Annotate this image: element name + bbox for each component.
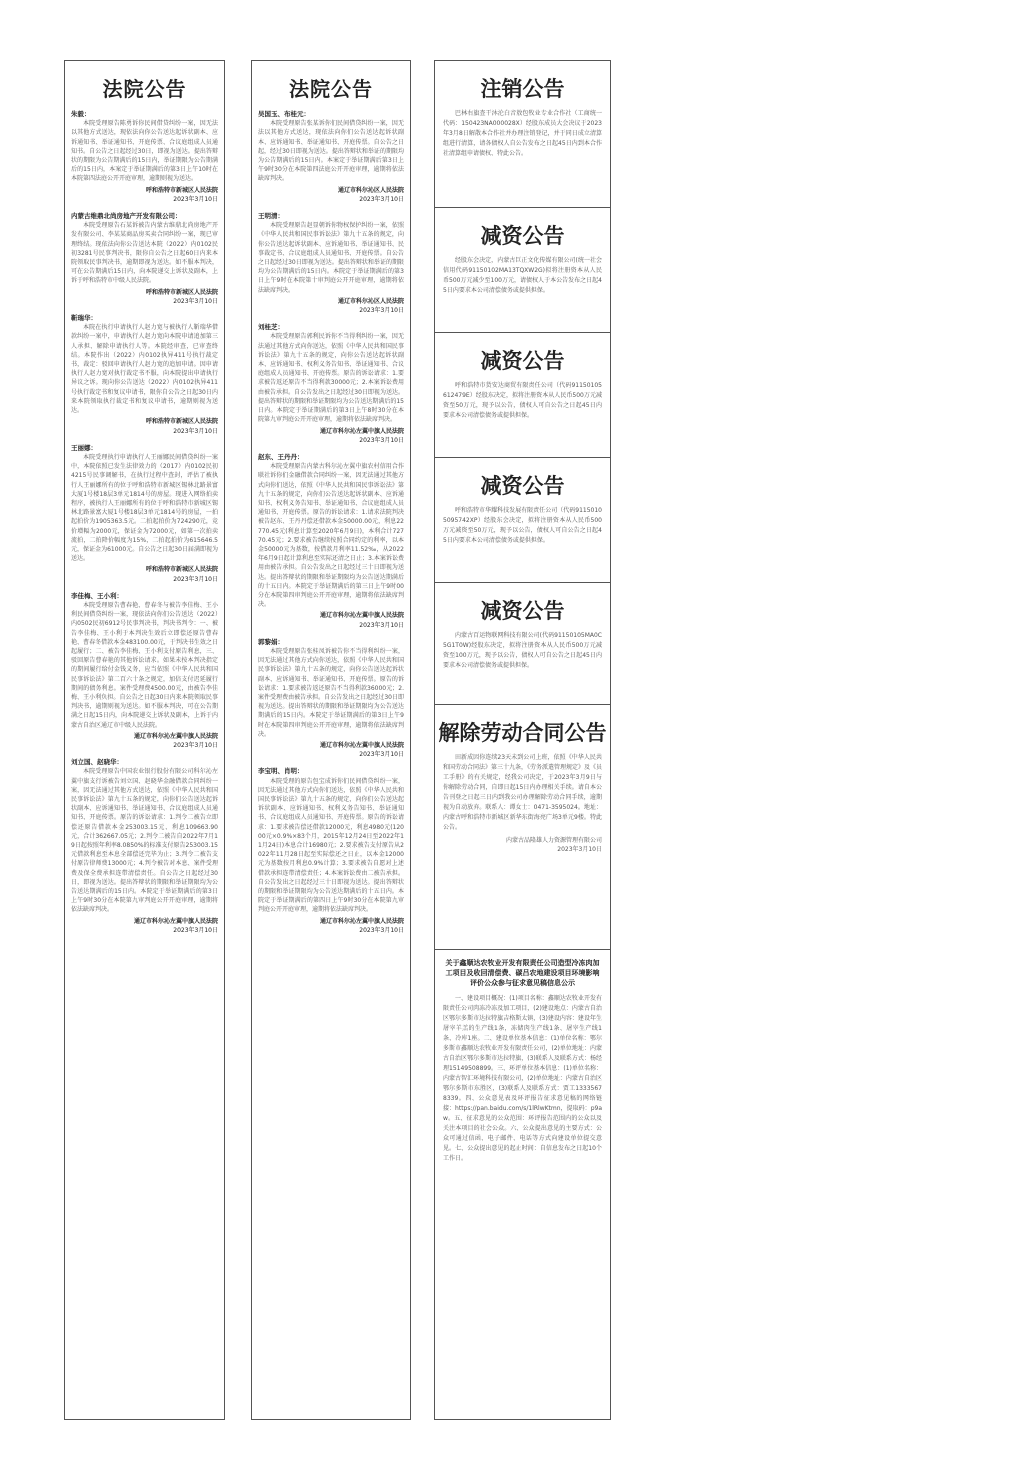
notice-addressee: 朱毅： xyxy=(71,110,91,118)
section-title: 减资公告 xyxy=(480,223,565,248)
notice-date: 2023年3月10日 xyxy=(173,926,218,934)
notice-court: 呼和浩特市新城区人民法院 xyxy=(145,186,218,194)
section-body: 呼和浩特市华耀科技发展有限责任公司（代码91150105095742XP）经股东会决定，拟将注册资本从人民币500万元减资至50万元，现予以公告，债权人可自公告之日起45日内要求本公司清偿债务或提供担保。 xyxy=(443,507,602,544)
capital-reduction-notice xyxy=(435,458,610,583)
notice-body: 本院受理原告赵显朝诉你物权保护纠纷一案，依照《中华人民共和国民事诉讼法》第九十五条的规定，向你公告送达起诉状副本、应诉通知书、举证通知书、民事裁定书、合议庭组成人员通知书、开庭传票。自公告之日起经过30日即视为送达。提出答辩状和举证的期限均为公告期满后的15日内。本院定于举证期满后的第3日上午9时在本院第十审判庭公开开庭审理，逾期将依法缺席判决。 xyxy=(258,222,404,294)
court-notice xyxy=(65,212,224,312)
notice-addressee: 李佳梅、王小利： xyxy=(71,591,123,600)
court-notice xyxy=(65,758,224,941)
court-notice xyxy=(252,638,410,766)
notice-body: 本院受理原告中国农业银行股份有限公司科尔沁左翼中旗支行诉被告刘立国、赵晓华金融借款合同纠纷一案，因无法通过其他方式送达，依照《中华人民共和国民事诉讼法》第九十五条的规定，向你们公告送达起诉状副本、应诉通知书、举证通知书、合议庭组成人员通知书、开庭传票。原告的诉讼请求：1.判令二被告立即偿还原告借款本金253003.15元、利息109663.90元，合计362667.05元；2.判令二被告自2022年7月19日起按照年利率8.0850%的标准支付原告253003.15元借款利息至本息全部偿还完毕为止；3.判令二被告支付原告律师费13000元；4.判令被告对本息、案件受理费及保全费承担连带清偿责任。自公告之日起经过30日，即视为送达。提出答辩状的期限和举证期限均为公告送达期满后的15日内。本院定于举证期满后的第3日上午9时30分在本院第九审判庭公开开庭审理，逾期将依法缺席判决。 xyxy=(71,768,218,914)
notice-date: 2023年3月10日 xyxy=(173,195,218,203)
court-notice xyxy=(252,110,410,210)
section-title: 解除劳动合同公告 xyxy=(438,720,607,745)
notice-addressee: 吴国玉、布桂元： xyxy=(258,110,310,118)
notice-court: 呼和浩特市新城区人民法院 xyxy=(145,566,218,574)
column-court-notices-middle xyxy=(251,60,411,1420)
notice-addressee: 刘桂芝： xyxy=(258,323,284,332)
notice-court: 通辽市科尔沁左翼中旗人民法院 xyxy=(319,742,404,749)
notice-addressee: 王明清： xyxy=(258,212,284,221)
notice-body: 本院受理原告石某诉被告内蒙古维鼎北尚房地产开发有限公司、李某某商品房买卖合同纠纷一案，现已审理终结。现依法向你公告送达本院（2022）内0102民初3281号民事判决书，限你自公告之日起60日内来本院领取民事判决书，逾期即视为送达。如不服本判决，可在公告期满后15日内，向本院递交上诉状及副本，上诉于呼和浩特市中级人民法院。 xyxy=(71,222,218,285)
notice-court: 呼和浩特市新城区人民法院 xyxy=(145,288,218,296)
section-body: 内蒙古百运物联网科技有限公司(代码91150105MA0C5G1T0W)经股东决定，拟将注册资本从人民币500万元减资至100万元，现予以公告，债权人可自公告之日起45日内要求本公司清偿债务或提供担保。 xyxy=(443,632,602,669)
notice-date: 2023年3月10日 xyxy=(359,307,404,315)
column-title: 法院公告 xyxy=(289,77,373,101)
section-company: 内蒙古品隆雄人力资源管理有限公司 xyxy=(505,837,602,844)
court-notice xyxy=(65,314,224,442)
notice-addressee: 李宝明、肖明： xyxy=(258,767,304,776)
court-notice xyxy=(252,453,410,636)
notice-date: 2023年3月10日 xyxy=(359,926,404,934)
section-date: 2023年3月10日 xyxy=(557,846,602,853)
notice-addressee: 王丽娜： xyxy=(71,443,97,452)
court-notice xyxy=(65,110,224,210)
notice-court: 通辽市科尔沁区人民法院 xyxy=(337,186,404,194)
notice-court: 通辽市科尔沁左翼中旗人民法院 xyxy=(319,917,404,925)
notice-date: 2023年3月10日 xyxy=(359,751,404,759)
capital-reduction-notice xyxy=(435,208,610,333)
notice-court: 通辽市科尔沁左翼中旗人民法院 xyxy=(133,732,218,740)
section-title: 减资公告 xyxy=(480,598,565,623)
notice-addressee: 刘立国、赵晓华： xyxy=(71,758,123,767)
notice-body: 本院受理原告曹春艳、曹春冬与被告李佳梅、王小利民间借贷纠纷一案，现依法向你们公告送达（2022）内0502民初6912号民事判决书，判决书判令：一、被告李佳梅、王小利于本判决生效后立即偿还原告曹春艳、曹春冬借款本金483100.00元，于判决书生效之日起履行；二、被告李佳梅、王小利支付原告利息，三、驳回原告曹春艳的其他诉讼请求。如果未按本判决指定的期间履行给付金钱义务，应当依照《中华人民共和国民事诉讼法》第二百六十条之规定，加倍支付迟延履行期间的债务利息。案件受理费4500.00元，由被告李佳梅、王小利负担。自公告之日起30日内来本院领取民事判决书，逾期则视为送达。如不服本判决，可在公告期满之日起15日内，向本院递交上诉状及副本，上诉于内蒙古自治区通辽市中级人民法院。 xyxy=(71,601,218,729)
court-notice xyxy=(252,767,410,941)
notice-addressee: 郭黎娟： xyxy=(258,637,284,646)
section-body: 巴林右旗查干沐沦白音敖包牧业专业合作社（工商统一代码：150423NA000028X）经股东成员大会决议于2023年3月8日解散本合作社并办理注销登记，并于同日成立清算组进行清算，请各债权人自公告发布之日起45日内到本合作社清算组申请债权、特此公告。 xyxy=(443,110,602,157)
notice-court: 通辽市科尔沁左翼中旗人民法院 xyxy=(319,612,404,620)
notice-addressee: 内蒙古维鼎北尚房地产开发有限公司： xyxy=(71,212,182,221)
notice-date: 2023年3月10日 xyxy=(359,195,404,203)
column-business-notices xyxy=(434,60,611,1420)
notice-date: 2023年3月10日 xyxy=(359,436,404,444)
capital-reduction-notice xyxy=(435,583,610,705)
notice-body: 本院受理原告张桂凤诉被告你不当得利纠纷一案，因无法通过其他方式向你送达，依照《中华人民共和国民事诉讼法》第九十五条的规定，向你公告送达起诉状副本、应诉通知书、举证通知书、开庭传票。原告的诉讼请求：1.要求被告返还原告不当得利款36000元；2.案件受理费由被告承担。自公告发出之日起经过30日即视为送达。提出答辩状的期限和举证期限均为公告送达期满后的15日内。本院定于举证期满后的第3日上午9时在本院第四审判庭公开开庭审理，逾期将依法缺席判决。 xyxy=(258,647,404,738)
court-notice xyxy=(65,444,224,590)
notice-addressee: 靳瑞华： xyxy=(71,314,97,323)
cancellation-notice xyxy=(435,61,610,208)
notice-court: 通辽市科尔沁左翼中旗人民法院 xyxy=(133,917,218,925)
section-title: 关于鑫顺达农牧业开发有限责任公司造型冷冻肉加工项目及收回清偿费、碳吕农地建设项目环境影响评价公众参与征求意见稿信息公示 xyxy=(445,959,600,987)
labor-termination-notice xyxy=(435,705,610,950)
notice-court: 呼和浩特市新城区人民法院 xyxy=(145,418,218,426)
notice-date: 2023年3月10日 xyxy=(173,575,218,583)
notice-date: 2023年3月10日 xyxy=(173,742,218,749)
notice-body: 本院受理原告内蒙古科尔沁左翼中旗农村信用合作联社诉你们金融借款合同纠纷一案，因无法通过其他方式向你们送达，依照《中华人民共和国民事诉讼法》第九十五条的规定，向你们公告送达起诉状副本、应诉通知书、权利义务告知书、举证通知书、合议庭组成人员通知书、开庭传票。原告的诉讼请求：1.请求法院判决被告赵东、王丹丹偿还借款本金50000.00元，利息22770.45元(利息计算至2020年6月9日)，本利合计72770.45元；2.要求被告继续按照合同约定的利率，以本金50000元为基数，按借款月利率11.52‰，从2022年6月9日起计算利息至实际还清之日止；3.本案诉讼费用由被告承担。自公告发出之日起经过三十日即视为送达。提出答辩状的期限和举证期限均为公告送达期满后的十五日内。本院定于举证期满后的第三日上午9时00分在本院第四审判庭公开开庭审理，逾期将依法缺席判决。 xyxy=(258,463,404,609)
notice-date: 2023年3月10日 xyxy=(359,621,404,629)
court-notice xyxy=(252,323,410,451)
court-notice xyxy=(252,212,410,321)
notice-body: 本院在执行申请执行人赵力宽与被执行人靳瑞华借款纠纷一案中，申请执行人赵力宽向本院申请追加第三人承担、解除申请执行人等。本院经审查，已审查终结。本院作出（2022）内0102执异411号执行裁定书，裁定：驳回申请执行人赵力宽的追加申请。因申请执行人赵力宽对执行裁定书不服，向本院提出申请执行异议之诉。现向你公告送达（2022）内0102执异411号执行裁定书和复议申请书，限你自公告之日起30日内来本院领取执行裁定书和复议申请书，逾期则视为送达。 xyxy=(71,324,218,415)
section-body: 经股东会决定，内蒙古巨正文化传媒有限公司(统一社会信用代码91150102MA13TQXW2G)拟将注册资本从人民币500万元减少至100万元，请债权人于本公告发布之日起45日内要求本公司清偿债务或提供担保。 xyxy=(443,257,602,294)
notice-addressee: 赵东、王丹丹： xyxy=(258,452,304,461)
section-body: 田新成因你连续23天未到公司上班，依照《中华人民共和国劳动合同法》第三十九条，《劳务派遣管理规定》及《员工手册》的有关规定，经我公司决定，于2023年3月9日与你解除劳动合同，自即日起15日内办理相关手续。请自本公告刊登之日起三日内到我公司办理解除劳动合同手续，逾期视为自动放弃。联系人：谭女士：0471-3595024。地址：内蒙古呼和浩特市新城区新华东街海亮广场3单元9楼。特此公告。 xyxy=(443,754,603,831)
notice-court: 通辽市科尔沁左翼中旗人民法院 xyxy=(319,427,404,435)
notice-date: 2023年3月10日 xyxy=(173,297,218,305)
notice-body: 本院受理原告郭利民诉你不当得利纠纷一案，因无法通过其他方式向你送达，依照《中华人民共和国民事诉讼法》第九十五条的规定，向你公告送达起诉状副本、应诉通知书、权利义务告知书、举证通知书、合议庭组成人员通知书、开庭传票。原告的诉讼请求：1.要求被告返还原告不当得利款30000元；2.本案诉讼费用由被告承担。自公告发出之日起经过30日即视为送达。提出答辩状的期限和举证期限均为公告送达期满后的15日内。本院定于举证期满后的第3日上午8时30分在本院第九审判庭公开开庭审理，逾期将依法缺席判决。 xyxy=(258,333,404,424)
notice-court: 通辽市科尔沁区人民法院 xyxy=(337,297,404,305)
section-body: 一、建设项目概况：(1)项目名称：鑫顺达农牧业开发有限责任公司肉冻冷冻及加工项目，(2)建设地点：内蒙古自治区鄂尔多斯市达拉特旗吉格斯太镇，(3)建设内容：建设年生屠宰羊羔的生产线1条，冻储肉生产线1条、屠宰生产线1条、冷库1座。二、建设单位基本信息：(1)单位名称：鄂尔多斯市鑫顺达农牧业开发有限责任公司，(2)单位地址：内蒙古自治区鄂尔多斯市达拉特旗，(3)联系人及联系方式：杨经理15149508899。三、环评单位基本信息：(1)单位名称：内蒙古智汇环境科技有限公司，(2)单位地址：内蒙古自治区鄂尔多斯市东胜区，(3)联系人及联系方式：贾工13335678339。四、公众意见表及环评报告征求意见稿的网络链接：https://pan.baidu.com/s/1lRlwKtmn，提取码：p9aw。五、征求意见的公众范围：环评报告范围内的公众以及关注本项目的社会公众。六、公众提出意见的主要方式：公众可通过信函、电子邮件、电话等方式向建设单位提交意见。七、公众提出意见的起止时间：自信息发布之日起10个工作日。 xyxy=(443,995,602,1162)
notice-body: 本院受理执行申请执行人王丽娜民间借贷纠纷一案中，本院依照已发生法律效力的（2017）内0102民初4215号民事调解书，在执行过程中查封，评估了被执行人王丽娜所有的位于呼和浩特市新城区锡林北路景富大厦1号楼18层3单元1814号的房屋。现进入网络拍卖程序，被执行人王丽娜所有的位于呼和浩特市新城区锡林北路景富大厦1号楼18层3单元1814号的房屋，一拍起拍价为1905363.5元。二拍起拍价为724290元，竞价增幅为2000元，保证金为72000元，如第一次拍卖流拍，二拍降价幅度为15%，二拍起拍价为615646.5元，保证金为61000元。自公告之日起30日届满即视为送达。 xyxy=(71,453,218,563)
section-body: 呼和浩特市货安达商贸有限责任公司（代码91150105612479E）经股东决定，拟将注册资本从人民币500万元减资至50万元，现予以公告，债权人可自公告之日起45日内要求本公司清偿债务或提供担保。 xyxy=(443,382,602,419)
column-court-notices-left xyxy=(64,60,225,1420)
court-notice xyxy=(65,592,224,756)
notice-date: 2023年3月10日 xyxy=(173,427,218,435)
column-title: 法院公告 xyxy=(102,77,187,101)
notice-body: 本院受理的原告包宝成诉你们民间借贷纠纷一案，因无法通过其他方式向你们送达，依照《中华人民共和国民事诉讼法》第九十五条的规定，向你们公告送达起诉状副本、应诉通知书、权利义务告知书、举证通知书、合议庭组成人员通知书、开庭传票。原告的诉讼请求：1.要求被告偿还借款12000元，利息4980元(12000元×0.9%×83个月，2015年12月24日至2022年11月24日)本息合计16980元；2.要求被告支付原告从2022年11月28日起至实际偿还之日止，以本金12000元为基数按月利息0.9%计算；3.要求被告自愿对上述借款承担连带清偿责任；4.本案诉讼费由二被告承担。自公告发出之日起经过三十日即视为送达。提出答辩状的期限和举证期限均为公告送达期满后的十五日内。本院定于举证期满后的第四日上午9时30分在本院第九审判庭公开开庭审理，逾期将依法缺席判决。 xyxy=(258,777,404,914)
notice-body: 本院受理原告张某诉你们民间借贷纠纷一案，因无法以其他方式送达，现依法向你们公告送达起诉状副本、应诉通知书、举证通知书、开庭传票。自公告之日起，经过30日即视为送达。提出答辩状和举证的期限均为公告期满后的15日内。本案定于举证期满后第3日上午9时30分在本院第四法庭公开开庭审理，逾期将依法缺席判决。 xyxy=(258,120,404,183)
notice-body: 本院受理原告陈勇诉你民间借贷纠纷一案，因无法以其他方式送达，现依法向你公告送达起诉状副本、应诉通知书、举证通知书、开庭传票、合议庭组成人员通知书。自公告之日起经过30日，即视为送达。提出答辩状的期限为公告期满后的15日内，举证期限为公告期满后的15日内，本案定于举证期满后的第3日上午10时在本院第四法庭公开开庭审理，逾期则视为送达。 xyxy=(71,120,218,183)
section-title: 减资公告 xyxy=(480,473,565,498)
section-title: 注销公告 xyxy=(480,76,565,101)
environmental-assessment-notice xyxy=(435,950,610,1170)
section-title: 减资公告 xyxy=(480,348,565,373)
capital-reduction-notice xyxy=(435,333,610,458)
